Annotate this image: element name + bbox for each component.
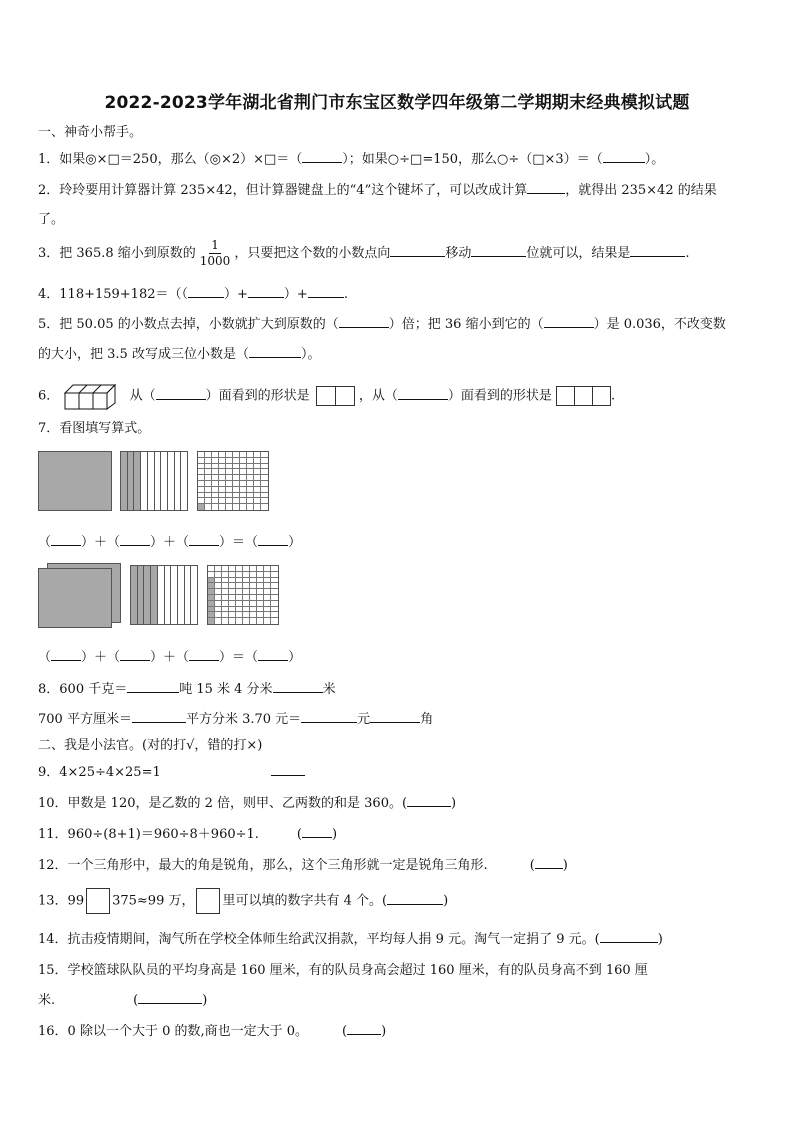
hundredths-square	[197, 451, 269, 511]
answer-blank[interactable]	[120, 648, 150, 661]
hundredth-cell	[219, 504, 226, 510]
hundredth-cell	[229, 618, 236, 624]
view-square	[556, 386, 575, 406]
hundredth-cell	[222, 618, 229, 624]
question-3: 3．把 365.8 缩小到原数的 $\frac{1}{1000}$ ，只要把这个数的小数点向 移动 位就可以，结果是 .	[38, 238, 690, 268]
cubes-figure	[63, 381, 125, 411]
answer-blank[interactable]	[132, 710, 186, 723]
tenth-strip	[168, 452, 175, 510]
hundredth-cell	[264, 618, 271, 624]
hundredth-cell	[226, 504, 233, 510]
question-15: 15．学校篮球队队员的平均身高是 160 厘米，有的队员身高会超过 160 厘米，有的队员身高不到 160 厘	[38, 963, 648, 978]
question-4: 4．118+159+182＝（（ ）+ ）+ .	[38, 287, 348, 302]
answer-blank[interactable]	[347, 1022, 381, 1035]
question-15-cont: 米. ( )	[38, 993, 208, 1008]
hundredth-cell	[198, 504, 205, 510]
tenth-strip	[134, 452, 141, 510]
answer-blank[interactable]	[630, 244, 685, 257]
tenth-strip	[151, 566, 158, 624]
question-7: 7．看图填写算式。	[38, 421, 151, 436]
answer-blank[interactable]	[302, 150, 342, 163]
answer-blank[interactable]	[51, 648, 81, 661]
tenth-strip	[121, 452, 128, 510]
view-square	[335, 386, 355, 406]
question-13: 13．99 375≈99 万， 里可以填的数字共有 4 个。( )	[38, 888, 448, 914]
tenths-square	[120, 451, 188, 511]
full-square	[38, 568, 112, 628]
full-square	[38, 451, 112, 511]
tenth-strip	[178, 566, 185, 624]
answer-blank[interactable]	[120, 533, 150, 546]
question-8-cont: 700 平方厘米＝ 平方分米 3.70 元＝ 元 角	[38, 712, 434, 727]
question-16: 16．0 除以一个大于 0 的数,商也一定大于 0。 ( )	[38, 1024, 387, 1039]
hundredth-cell	[212, 504, 219, 510]
tenth-strip	[161, 452, 168, 510]
answer-blank[interactable]	[188, 285, 224, 298]
answer-blank[interactable]	[301, 710, 357, 723]
tenth-strip	[185, 566, 192, 624]
answer-blank[interactable]	[273, 680, 323, 693]
hundredth-cell	[205, 504, 212, 510]
answer-blank[interactable]	[249, 345, 301, 358]
question-10: 10．甲数是 120，是乙数的 2 倍，则甲、乙两数的和是 360。( )	[38, 796, 457, 811]
hundredth-cell	[236, 618, 243, 624]
section-1-heading: 一、神奇小帮手。	[38, 125, 143, 140]
hundredth-cell	[208, 618, 215, 624]
answer-blank[interactable]	[127, 680, 179, 693]
question-11: 11．960÷(8+1)＝960÷8＋960÷1. ( )	[38, 827, 338, 842]
equation-1: （ ）＋（ ）＋（ ）＝（ ）	[38, 535, 302, 550]
answer-blank[interactable]	[258, 648, 288, 661]
answer-blank[interactable]	[398, 387, 448, 400]
tenth-strip	[131, 566, 138, 624]
tenth-strip	[144, 566, 151, 624]
hundredth-cell	[247, 504, 254, 510]
question-14: 14．抗击疫情期间，淘气所在学校全体师生给武汉捐款，平均每人捐 9 元。淘气一定捐了 9 元。( )	[38, 932, 663, 947]
tenth-strip	[165, 566, 172, 624]
view-square	[316, 386, 336, 406]
answer-blank[interactable]	[471, 244, 526, 257]
hundredth-cell	[254, 504, 261, 510]
question-5-cont: 的大小，把 3.5 改写成三位小数是（ ）。	[38, 347, 321, 362]
question-8: 8．600 千克＝ 吨 15 米 4 分米 米	[38, 682, 336, 697]
view-square	[574, 386, 593, 406]
tenth-strip	[141, 452, 148, 510]
tenth-strip	[181, 452, 187, 510]
question-2: 2．玲玲要用计算器计算 235×42，但计算器键盘上的“4”这个键坏了，可以改成计算 ，就得出 235×42 的结果	[38, 183, 717, 198]
hundredths-square	[207, 565, 279, 625]
question-2-cont: 了。	[38, 212, 65, 227]
answer-blank[interactable]	[189, 533, 219, 546]
hundredth-cell	[243, 618, 250, 624]
answer-blank[interactable]	[370, 710, 420, 723]
question-1: 1．如果◎×□＝250，那么（◎×2）×□＝（ ）；如果○÷□=150，那么○÷（□×3）＝（ ）。	[38, 152, 665, 167]
hundredth-cell	[240, 504, 247, 510]
equation-2: （ ）＋（ ）＋（ ）＝（ ）	[38, 650, 302, 665]
question-6: 6． 从（ ）面看到的形状是 ，从（ ）面看到的形状是 .	[38, 381, 615, 411]
tenth-strip	[158, 566, 165, 624]
answer-blank[interactable]	[407, 794, 451, 807]
fraction: $\frac{1}{1000}$	[199, 238, 231, 268]
tenth-strip	[148, 452, 155, 510]
answer-blank[interactable]	[308, 285, 344, 298]
answer-blank[interactable]	[271, 763, 305, 776]
answer-blank[interactable]	[189, 648, 219, 661]
answer-blank[interactable]	[248, 285, 284, 298]
question-12: 12．一个三角形中，最大的角是锐角，那么，这个三角形就一定是锐角三角形. ( )	[38, 858, 568, 873]
answer-blank[interactable]	[138, 991, 202, 1004]
answer-blank[interactable]	[387, 892, 443, 905]
hundredth-cell	[271, 618, 278, 624]
answer-blank[interactable]	[258, 533, 288, 546]
answer-blank[interactable]	[156, 387, 206, 400]
hundredth-cell	[215, 618, 222, 624]
tenth-strip	[175, 452, 182, 510]
tenth-strip	[155, 452, 162, 510]
hundredth-cell	[233, 504, 240, 510]
answer-blank[interactable]	[600, 930, 658, 943]
digit-box[interactable]	[86, 888, 110, 914]
page-title: 2022-2023学年湖北省荆门市东宝区数学四年级第二学期期末经典模拟试题	[104, 93, 690, 113]
view-square	[592, 386, 611, 406]
question-5: 5．把 50.05 的小数点去掉，小数就扩大到原数的（ ）倍；把 36 缩小到它的（ ）是 0.036，不改变数	[38, 317, 726, 332]
answer-blank[interactable]	[535, 856, 563, 869]
answer-blank[interactable]	[390, 244, 445, 257]
tenth-strip	[191, 566, 197, 624]
section-2-heading: 二、我是小法官。(对的打√，错的打×)	[38, 738, 263, 753]
hundredth-cell	[250, 618, 257, 624]
digit-box[interactable]	[196, 888, 220, 914]
answer-blank[interactable]	[527, 181, 565, 194]
question-9: 9．4×25÷4×25=1	[38, 761, 305, 780]
hundredth-cell	[257, 618, 264, 624]
tenth-strip	[138, 566, 145, 624]
tenth-strip	[171, 566, 178, 624]
tenths-square	[130, 565, 198, 625]
tenth-strip	[128, 452, 135, 510]
answer-blank[interactable]	[51, 533, 81, 546]
answer-blank[interactable]	[302, 825, 332, 838]
hundredth-cell	[261, 504, 268, 510]
answer-blank[interactable]	[544, 315, 594, 328]
answer-blank[interactable]	[339, 315, 389, 328]
answer-blank[interactable]	[603, 150, 645, 163]
